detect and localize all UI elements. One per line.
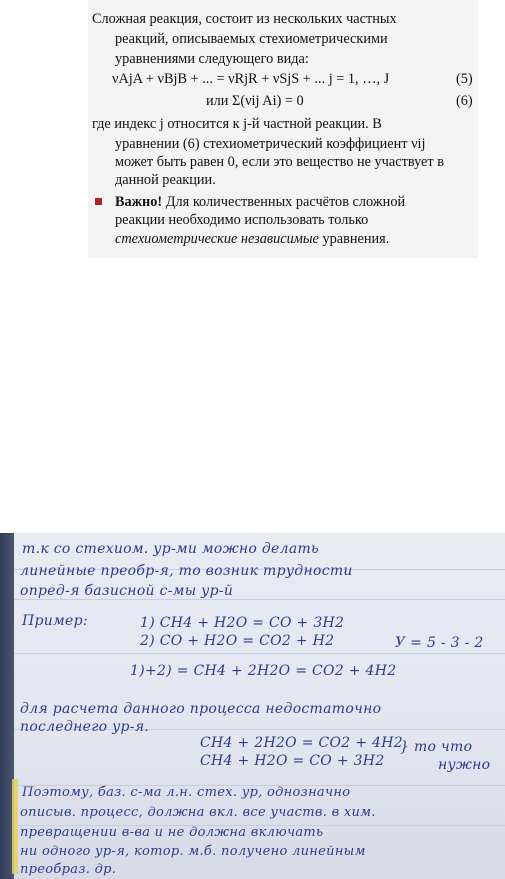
equation-6: или Σ(νij Ai) = 0 — [206, 93, 304, 109]
note-sum-reaction: 1)+2) = CH4 + 2H2O = CO2 + 4H2 — [130, 663, 397, 679]
highlighter-mark — [12, 779, 18, 874]
note-reaction-1: 1) CH4 + H2O = CO + 3H2 — [140, 615, 345, 631]
important-italic: стехиометрические независимые — [115, 231, 319, 247]
note-line-16: описыв. процесс, должна вкл. все участв. в хим. — [20, 805, 376, 820]
slide-line-8: где индекс j относится к j-й частной реакции. В — [92, 116, 382, 132]
bullet-square-icon — [95, 198, 102, 205]
note-line-2: линейные преобр-я, то возник трудности — [20, 563, 353, 579]
handwritten-notes-photo — [0, 533, 505, 879]
note-line-18: ни одного ур-я, котор. м.б. получено линейным — [20, 844, 366, 859]
slide-line-10: может быть равен 0, если это вещество не участвует в — [115, 154, 444, 170]
note-basis-eq-1: CH4 + 2H2O = CO2 + 4H2 — [200, 735, 403, 751]
slide-line-9: уравнении (6) стехиометрический коэффициент νij — [115, 136, 426, 152]
important-line-1 — [115, 192, 405, 212]
note-line-19: преобраз. др. — [20, 862, 117, 877]
note-line-17: превращении в-ва и не должна включать — [20, 825, 324, 840]
slide-line-11: данной реакции. — [115, 172, 216, 188]
note-line-9: для расчета данного процесса недостаточно — [20, 701, 382, 717]
note-line-15: Поэтому, баз. с-ма л.н. стех. ур, однозначно — [22, 785, 351, 800]
slide-line-2: реакций, описываемых стехиометрическими — [115, 31, 388, 47]
ruled-line — [14, 653, 505, 654]
note-basis-eq-2: CH4 + H2O = CO + 3H2 — [200, 753, 385, 769]
slide-line-1: Сложная реакция, состоит из нескольких частных — [92, 11, 397, 27]
equation-5: νAjA + νBjB + ... = νRjR + νSjS + ... j = 1, …, J — [112, 71, 390, 87]
equation-6-number: (6) — [456, 93, 473, 109]
note-example-label: Пример: — [22, 613, 88, 629]
important-end: уравнения. — [318, 231, 390, 247]
important-line-2: реакции необходимо использовать только — [115, 212, 369, 228]
note-y-count: У = 5 - 3 - 2 — [395, 635, 484, 651]
note-reaction-2: 2) CO + H2O = CO2 + H2 — [140, 633, 335, 649]
important-line-3 — [115, 229, 389, 249]
note-line-10: последнего ур-я. — [20, 719, 150, 735]
note-line-1: т.к со стехиом. ур-ми можно делать — [22, 541, 319, 557]
lecture-slide — [88, 0, 478, 258]
note-line-3: опред-я базисной с-мы ур-й — [20, 583, 234, 599]
ruled-line — [14, 599, 505, 600]
equation-5-number: (5) — [456, 71, 473, 87]
note-brace-text: } то что — [400, 739, 473, 755]
important-label: Важно! — [115, 194, 163, 210]
slide-line-3: уравнениями следующего вида: — [115, 51, 309, 67]
important-text: Для количественных расчётов сложной — [162, 194, 406, 210]
note-needed: нужно — [438, 757, 491, 773]
